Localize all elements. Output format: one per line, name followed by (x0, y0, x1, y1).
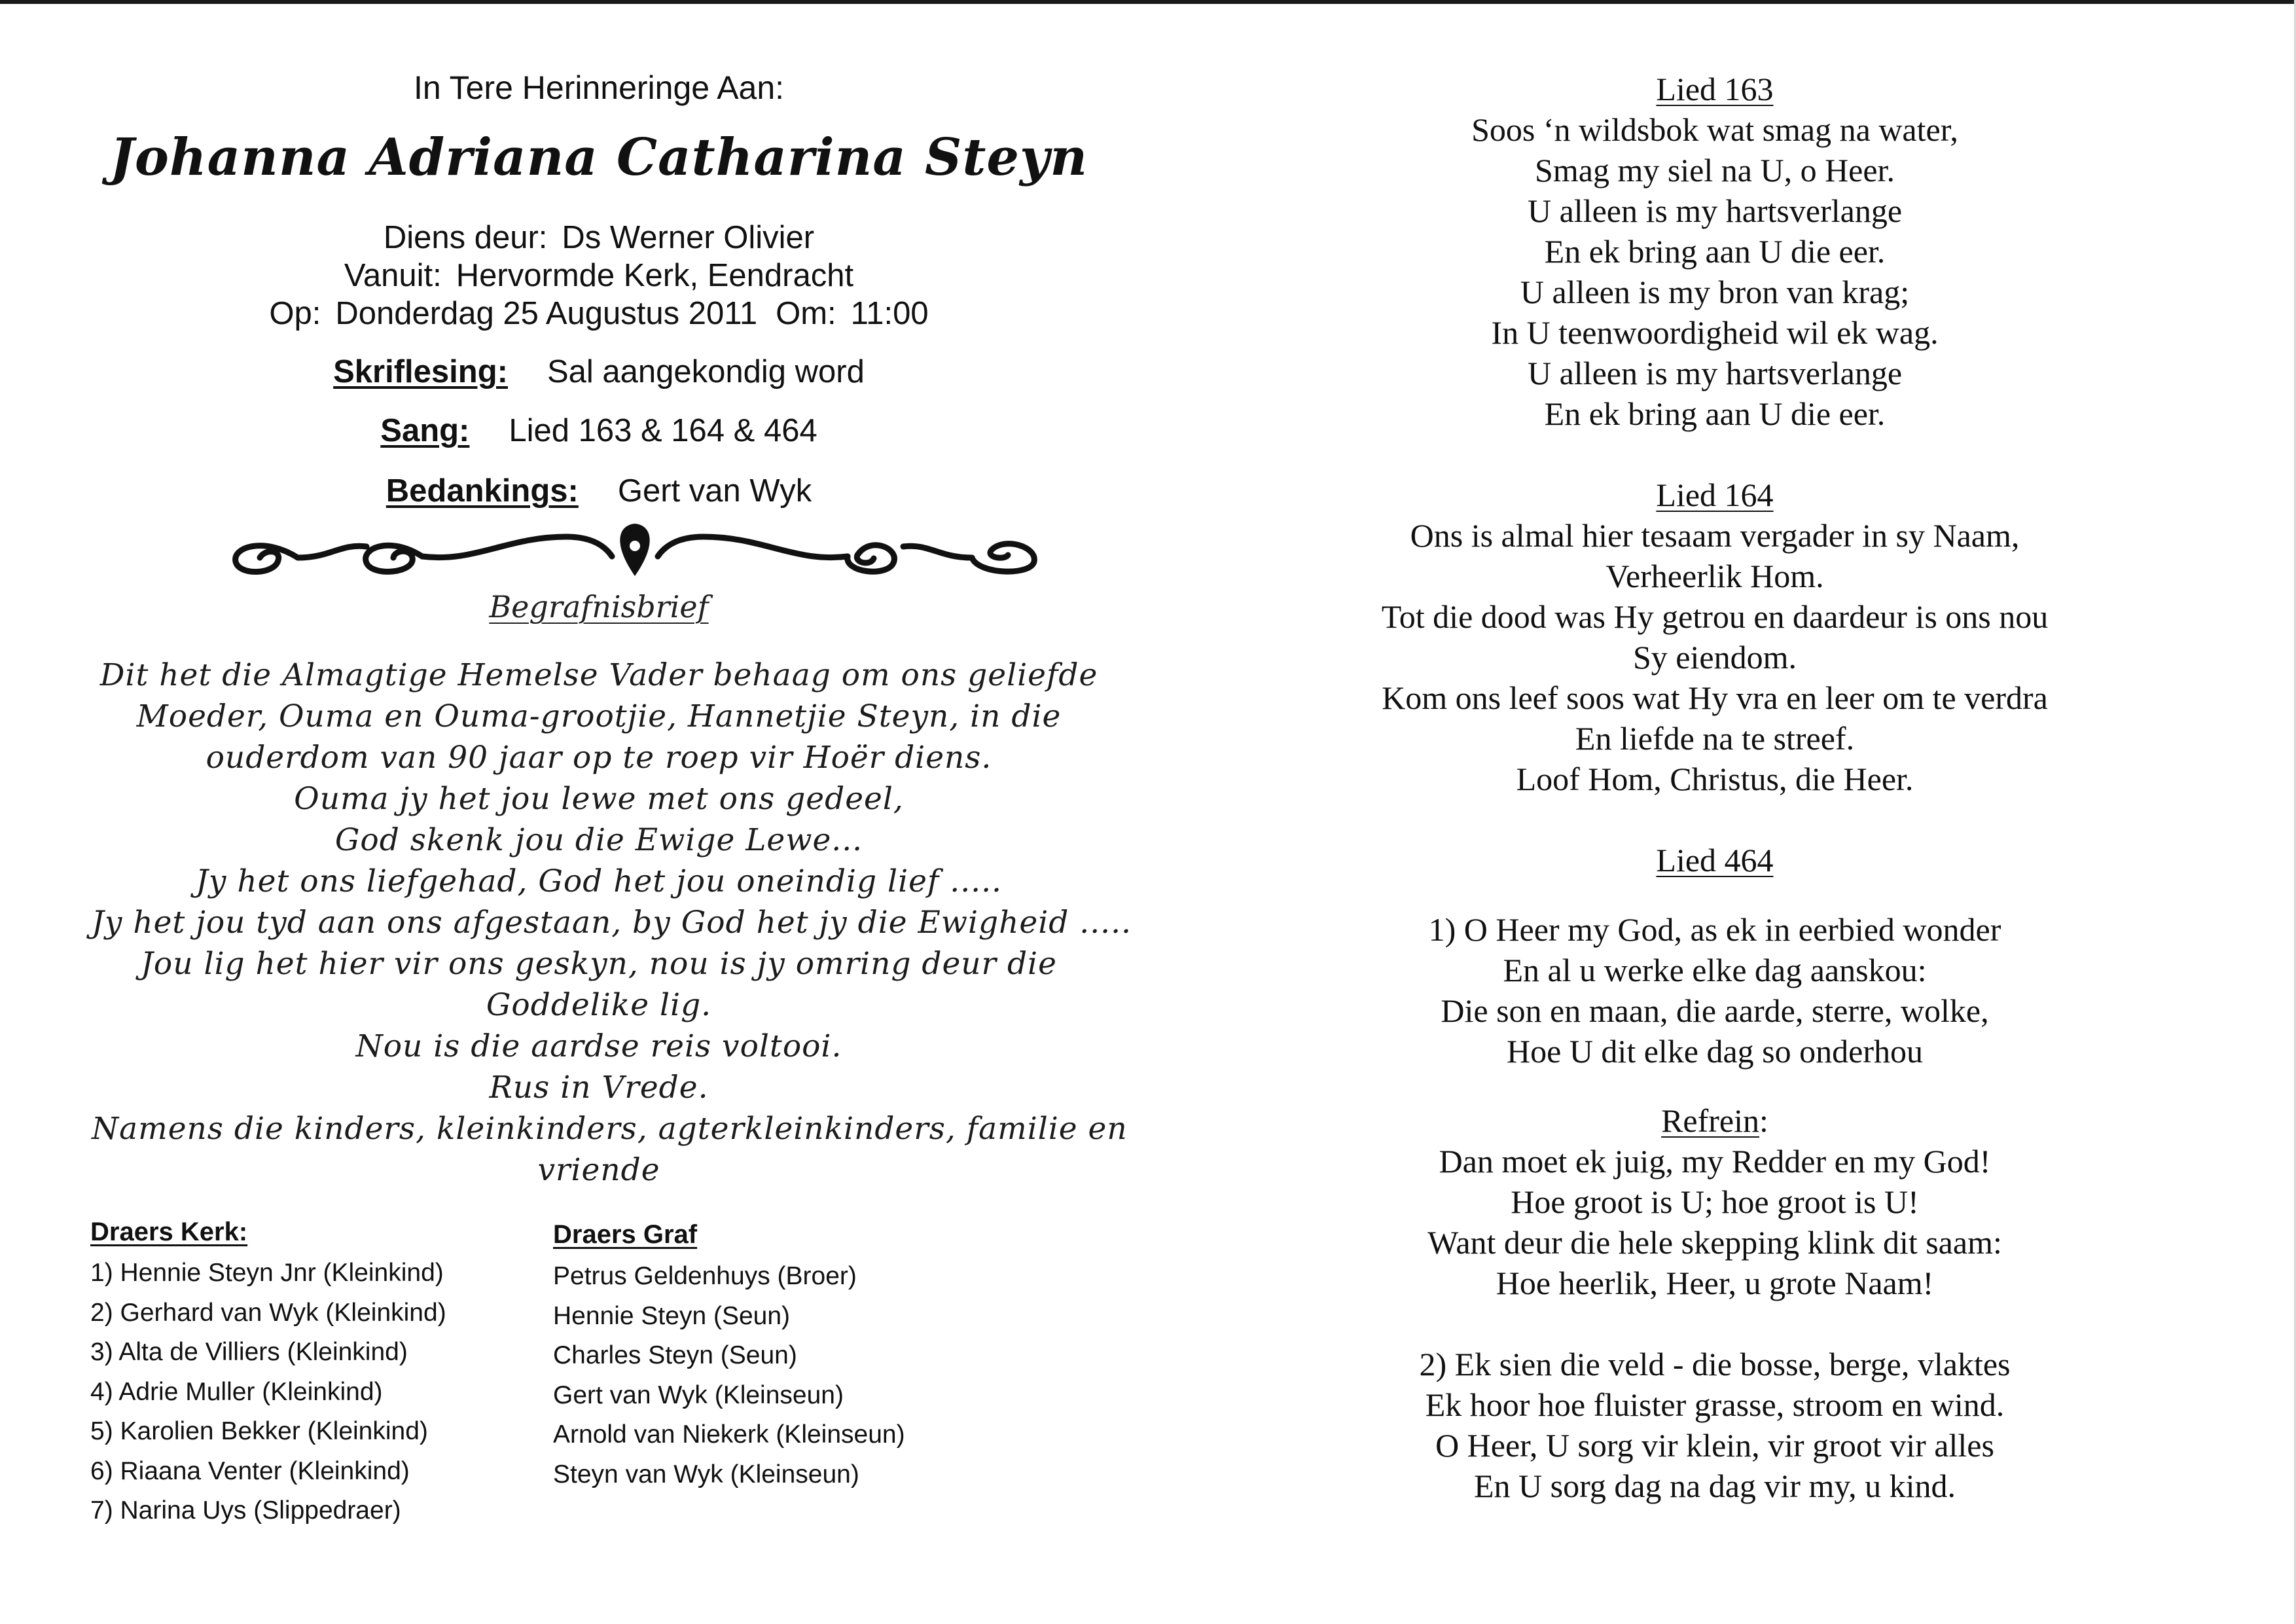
thanks-row (92, 473, 1106, 509)
hymn-line: U alleen is my bron van krag; (1520, 274, 1910, 310)
letter-line: Nou is die aardse reis voltooi. (355, 1028, 842, 1064)
grave-bearers-title: Draers Graf (553, 1220, 698, 1249)
thanks-value: Gert van Wyk (617, 473, 812, 509)
songs-value: Lied 163 & 164 & 464 (509, 413, 817, 448)
hymn-line: U alleen is my hartsverlange (1527, 355, 1903, 391)
hymn-line: Kom ons leef soos wat Hy vra en leer om te verdra (1382, 679, 2048, 716)
list-item: 2) Gerhard van Wyk (Kleinkind) (90, 1298, 446, 1327)
letter-line: ouderdom van 90 jaar op te roep vir Hoër diens. (206, 740, 992, 776)
time-label: Om: (776, 296, 836, 331)
officiant-row (92, 219, 1106, 256)
list-item: Hennie Steyn (Seun) (553, 1301, 791, 1330)
hymn-line: Loof Hom, Christus, die Heer. (1516, 761, 1914, 797)
hymn-line: Tot die dood was Hy getrou en daardeur is ons nou (1381, 598, 2049, 635)
hymn-line: En liefde na te streef. (1575, 720, 1855, 757)
hymn-163-title: Lied 163 (1656, 71, 1774, 107)
hymn-line: Verheerlik Hom. (1605, 558, 1824, 594)
scan-top-edge (0, 0, 2296, 4)
venue-label: Vanuit: (344, 258, 442, 293)
songs-row (92, 412, 1106, 449)
time-value: 11:00 (850, 296, 929, 331)
date-label: Op: (269, 296, 321, 331)
refrain-label: Refrein (1661, 1102, 1760, 1139)
hymn-line: 1) O Heer my God, as ek in eerbied wonder (1428, 911, 2001, 948)
hymn-line: En ek bring aan U die eer. (1544, 233, 1886, 270)
refrain-heading (1283, 1100, 2147, 1141)
letter-line: vriende (537, 1152, 660, 1188)
hymn-line: Soos ‘n wildsbok wat smag na water, (1471, 111, 1958, 148)
refrain-colon: : (1759, 1102, 1768, 1139)
letter-line: Ouma jy het jou lewe met ons gedeel, (294, 781, 904, 817)
letter-line: Jou lig het hier vir ons geskyn, nou is jy omring deur die (141, 946, 1057, 982)
letter-line: Namens die kinders, kleinkinders, agterkleinkinders, familie en (92, 1111, 1128, 1147)
hymn-164-title: Lied 164 (1656, 477, 1774, 513)
hymn-line: Hoe U dit elke dag so onderhou (1507, 1033, 1923, 1070)
list-item: Charles Steyn (Seun) (553, 1341, 797, 1369)
letter-line: Goddelike lig. (486, 987, 712, 1023)
hymn-line: 2) Ek sien die veld - die bosse, berge, vlaktes (1419, 1346, 2011, 1382)
hymn-line: Sy eiendom. (1633, 639, 1797, 676)
list-item: Steyn van Wyk (Kleinseun) (553, 1460, 859, 1489)
thanks-label: Bedankings: (386, 473, 579, 509)
hymn-line: Ek hoor hoe fluister grasse, stroom en wind. (1425, 1386, 2005, 1423)
hymn-line: Want deur die hele skepping klink dit saam: (1427, 1224, 2002, 1261)
list-item: Petrus Geldenhuys (Broer) (553, 1262, 857, 1290)
hymn-line: U alleen is my hartsverlange (1527, 192, 1903, 229)
hymn-464-title: Lied 464 (1656, 842, 1774, 878)
church-bearers-list (90, 1254, 446, 1531)
grave-bearers-list (553, 1257, 905, 1494)
hymn-line: Die son en maan, die aarde, sterre, wolke, (1441, 992, 1989, 1029)
hymn-line: En U sorg dag na dag vir my, u kind. (1473, 1468, 1956, 1504)
hymn-line: Hoe heerlik, Heer, u grote Naam! (1496, 1265, 1934, 1301)
reading-value: Sal aangekondig word (547, 354, 865, 389)
list-item: 5) Karolien Bekker (Kleinkind) (90, 1417, 428, 1445)
reading-row (92, 353, 1106, 390)
hymn-line: O Heer, U sorg vir klein, vir groot vir alles (1435, 1427, 1994, 1464)
venue-row (92, 257, 1106, 294)
list-item: 3) Alta de Villiers (Kleinkind) (90, 1338, 408, 1366)
deceased-name: Johanna Adriana Catharina Steyn (109, 128, 1088, 187)
church-bearers-title: Draers Kerk: (90, 1218, 248, 1246)
ornamental-divider (226, 517, 1044, 589)
reading-label: Skriflesing: (333, 354, 508, 389)
letter-title: Begrafnisbrief (489, 589, 709, 624)
hymn-line: Ons is almal hier tesaam vergader in sy Naam, (1410, 517, 2020, 554)
list-item: 6) Riaana Venter (Kleinkind) (90, 1456, 410, 1485)
hymn-line: In U teenwoordigheid wil ek wag. (1491, 314, 1939, 351)
officiant-value: Ds Werner Olivier (562, 220, 815, 255)
hymn-line: Smag my siel na U, o Heer. (1535, 152, 1895, 189)
funeral-letter (92, 655, 1132, 1191)
officiant-label: Diens deur: (383, 220, 548, 255)
list-item: 1) Hennie Steyn Jnr (Kleinkind) (90, 1259, 444, 1287)
list-item: Gert van Wyk (Kleinseun) (553, 1380, 844, 1409)
letter-line: Rus in Vrede. (489, 1070, 709, 1106)
hymns-column (1283, 69, 2147, 1506)
songs-label: Sang: (380, 413, 470, 448)
letter-line: Moeder, Ouma en Ouma-grootjie, Hannetjie Steyn, in die (136, 698, 1062, 734)
date-time-row (92, 295, 1106, 332)
list-item: 7) Narina Uys (Slippedraer) (90, 1496, 401, 1525)
letter-line: God skenk jou die Ewige Lewe... (334, 822, 863, 858)
list-item: 4) Adrie Muller (Kleinkind) (90, 1377, 383, 1406)
intro-heading: In Tere Herinneringe Aan: (413, 69, 785, 106)
letter-line: Jy het jou tyd aan ons afgestaan, by God het jy die Ewigheid ..... (92, 905, 1132, 941)
hymn-line: Hoe groot is U; hoe groot is U! (1511, 1183, 1919, 1220)
venue-value: Hervormde Kerk, Eendracht (456, 258, 854, 293)
hymn-line: Dan moet ek juig, my Redder en my God! (1439, 1143, 1991, 1180)
hymn-line: En ek bring aan U die eer. (1544, 395, 1886, 432)
letter-line: Jy het ons liefgehad, God het jou oneindig lief ..... (196, 863, 1002, 899)
date-value: Donderdag 25 Augustus 2011 (335, 296, 758, 331)
hymn-line: En al u werke elke dag aanskou: (1503, 952, 1927, 988)
list-item: Arnold van Niekerk (Kleinseun) (553, 1420, 905, 1449)
letter-line: Dit het die Almagtige Hemelse Vader behaag om ons geliefde (99, 657, 1098, 693)
